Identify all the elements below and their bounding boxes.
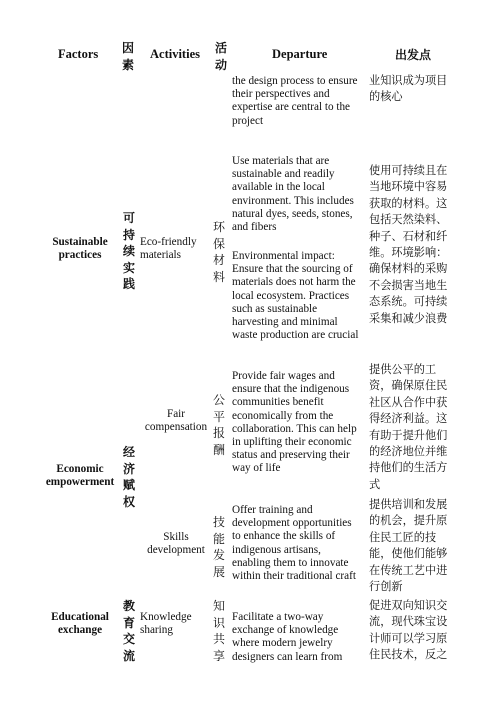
header-activities-zh: 活 动 — [214, 41, 227, 72]
factor-economic-empowerment-zh: 经 济 赋 权 — [122, 445, 135, 509]
activity-knowledge-sharing-zh: 知 识 共 享 — [212, 599, 225, 663]
factor-educational-exchange-zh: 教 育 交 流 — [122, 599, 135, 663]
header-factors: Factors — [58, 47, 99, 61]
activity-fair-compensation: Fair compensation — [144, 408, 208, 434]
departure-eco-friendly-materials: Use materials that are sustainable and readily available in the local environment. This includes natural dyes, seeds, stones, and fibers — [232, 155, 354, 234]
departure-fair-compensation-zh: 提供公平的工 资，确保原住民 社区从合作中获 得经济利益。这 有助于提升他们 的经济地位并维 持他们的生活方 式 — [369, 363, 448, 491]
activity-eco-friendly-materials: Eco-friendly materials — [140, 236, 197, 262]
factor-economic-empowerment: Economic empowerment — [45, 463, 115, 489]
departure-knowledge-sharing: Facilitate a two-way exchange of knowledge where modern jewelry designers can learn from — [232, 611, 343, 663]
activity-knowledge-sharing: Knowledge sharing — [140, 611, 192, 637]
header-departure-zh: 出发点 — [395, 48, 432, 62]
activity-eco-friendly-materials-zh: 环 保 材 料 — [212, 220, 225, 284]
departure-fair-compensation: Provide fair wages and ensure that the indigenous communities benefit economically from the collaboration. This can help in uplifting their economic status and preserving their way of life — [232, 370, 357, 475]
continued-departure: the design process to ensure their perspectives and expertise are central to the project — [232, 75, 358, 127]
departure-knowledge-sharing-zh: 促进双向知识交 流，现代珠宝设 计师可以学习原 住民技术，反之 — [369, 599, 448, 662]
factor-sustainable-practices: Sustainable practices — [52, 236, 108, 262]
activity-fair-compensation-zh: 公 平 报 酬 — [212, 393, 225, 457]
departure-eco-friendly-materials-zh: 使用可持续且在 当地环境中容易 获取的材料。这 包括天然染料、 种子、石材和纤 维。环境影响： 确保材料的采购 不会损害当地生 态系统。可持续 采集和减少浪费 — [369, 164, 448, 325]
activity-skills-development: Skills development — [147, 531, 205, 557]
continued-departure-zh: 业知识成为项目 的核心 — [369, 74, 448, 104]
departure-environmental-impact: Environmental impact: Ensure that the sourcing of materials does not harm the local ecosystem. Practices such as sustainable harvesting and minimal waste production are crucial — [232, 250, 359, 342]
header-activities: Activities — [150, 47, 200, 61]
header-departure: Departure — [272, 47, 328, 61]
factor-sustainable-practices-zh: 可 持 续 实践 — [122, 211, 135, 291]
activity-skills-development-zh: 技 能 发 展 — [212, 515, 225, 579]
departure-skills-development: Offer training and development opportunities to enhance the skills of indigenous artisans, enabling them to innovate within their traditional craft — [232, 504, 356, 583]
departure-skills-development-zh: 提供培训和发展 的机会，提升原 住民工匠的技 能，使他们能够 在传统工艺中进 行创新 — [369, 498, 448, 594]
factor-educational-exchange: Educational exchange — [51, 611, 109, 637]
header-factors-zh: 因 素 — [121, 41, 134, 72]
